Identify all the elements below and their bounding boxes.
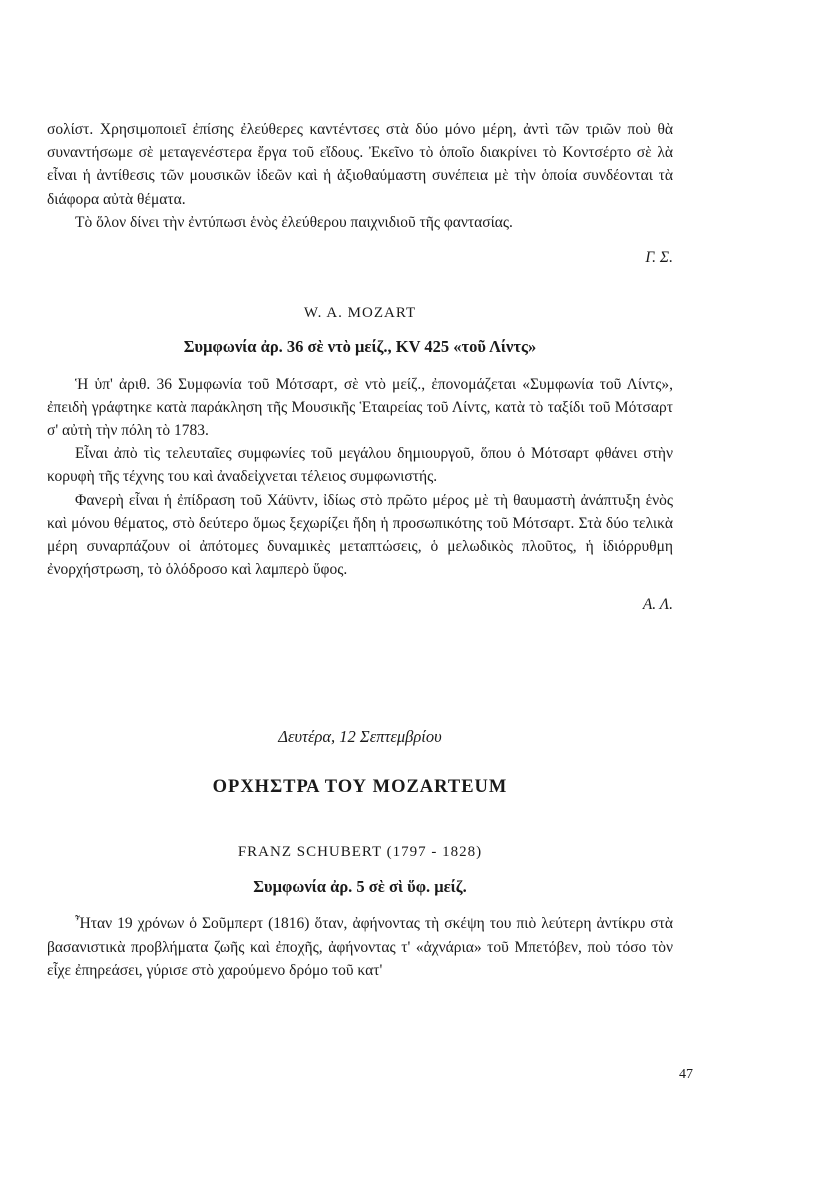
paragraph: Ἦταν 19 χρόνων ὁ Σοῦμπερτ (1816) ὅταν, ἀφήνοντας τὴ σκέψη του πιὸ λεύτερη ἀντίκρυ στὰ βασανιστικὰ προβλήματα ζωῆς καὶ ἐποχῆς, ἀφήνοντας τ' «ἀχνάρια» τοῦ Μπετόβεν, ποὺ τόσο τὸν εἶχε ἐπηρεάσει, γύρισε στὸ χαρούμενο δρόμο τοῦ κατ' [47, 915, 673, 979]
orchestra-name: ΟΡΧΗΣΤΡΑ ΤΟΥ MOZARTEUM [212, 776, 508, 797]
paragraph: Εἶναι ἀπὸ τὶς τελευταῖες συμφωνίες τοῦ μεγάλου δημιουργοῦ, ὅπου ὁ Μότσαρτ φθάνει στὴν κορυφὴ τῆς τέχνης του καὶ ἀναδεἰχνεται τέλειος συμφωνιστής. [47, 445, 673, 486]
author-signature: Α. Λ. [642, 596, 673, 614]
mozart-section [47, 302, 673, 616]
paragraph: Ἡ ὑπ' ἀριθ. 36 Συμφωνία τοῦ Μότσαρτ, σὲ ντὸ μείζ., ἐπονομάζεται «Συμφωνία τοῦ Λίντς», ἐπειδὴ γράφτηκε κατὰ παράκληση τῆς Μουσικῆς Ἑταιρείας τοῦ Λίντς, κατὰ τὸ ταξίδι τοῦ Μότσαρτ σ' αὐτὴ τὴν πόλη τὸ 1783. [47, 375, 673, 440]
schubert-section [47, 725, 673, 982]
document-page [47, 118, 673, 982]
page-number: 47 [679, 1067, 693, 1082]
paragraph: Τὸ ὅλον δίνει τὴν ἐντύπωσι ἑνὸς ἐλεύθερου παιχνιδιοῦ τῆς φαντασίας. [75, 213, 513, 231]
previous-note [47, 118, 673, 269]
paragraph: σολίστ. Χρησιμοποιεῖ ἐπίσης ἐλεύθερες καντέντσες στὰ δύο μόνο μέρη, ἀντὶ τῶν τριῶν ποὺ θὰ συναντήσωμε σὲ μεταγενέστερα ἔργα τοῦ εἴδους. Ἐκεῖνο τὸ ὁποῖο διακρίνει τὸ Κοντσέρτο σὲ λὰ εἶναι ἡ ἀντίθεσις τῶν μουσικῶν ἰδεῶν καὶ ἡ ἀξιοθαύμαστη συνέπεια μὲ τὴν ὁποία συνδέονται τὰ διάφορα αὐτὰ θέματα. [47, 121, 673, 208]
author-signature: Γ. Σ. [645, 249, 673, 267]
composer-name: W. A. MOZART [303, 305, 417, 322]
work-title: Συμφωνία ἀρ. 5 σὲ σὶ ὕφ. μείζ. [253, 877, 467, 897]
concert-date: Δευτέρα, 12 Σεπτεμβρίου [278, 726, 442, 746]
paragraph: Φανερὴ εἶναι ἡ ἐπίδραση τοῦ Χάϋντν, ἰδίως στὸ πρῶτο μέρος μὲ τὴ θαυμαστὴ ἀνάπτυξη ἑνὸς καὶ μόνου θέματος, στὸ δεύτερο ὅμως ξεχωρίζει ἤδη ἡ προσωπικότης τοῦ Μότσαρτ. Στὰ δύο τελικὰ μέρη συναρπάζουν οἱ ἀπότομες δυναμικὲς μεταπτώσεις, ὁ μελωδικὸς πλοῦτος, ἡ ἰδιόρρυθμη ἐνορχήστρωση, τὸ ὁλόδροσο καὶ λαμπερὸ ὕφος. [47, 491, 673, 579]
composer-name: FRANZ SCHUBERT (1797 - 1828) [237, 844, 483, 861]
work-title: Συμφωνία ἀρ. 36 σὲ ντὸ μείζ., KV 425 «τοῦ Λίντς» [183, 337, 537, 357]
